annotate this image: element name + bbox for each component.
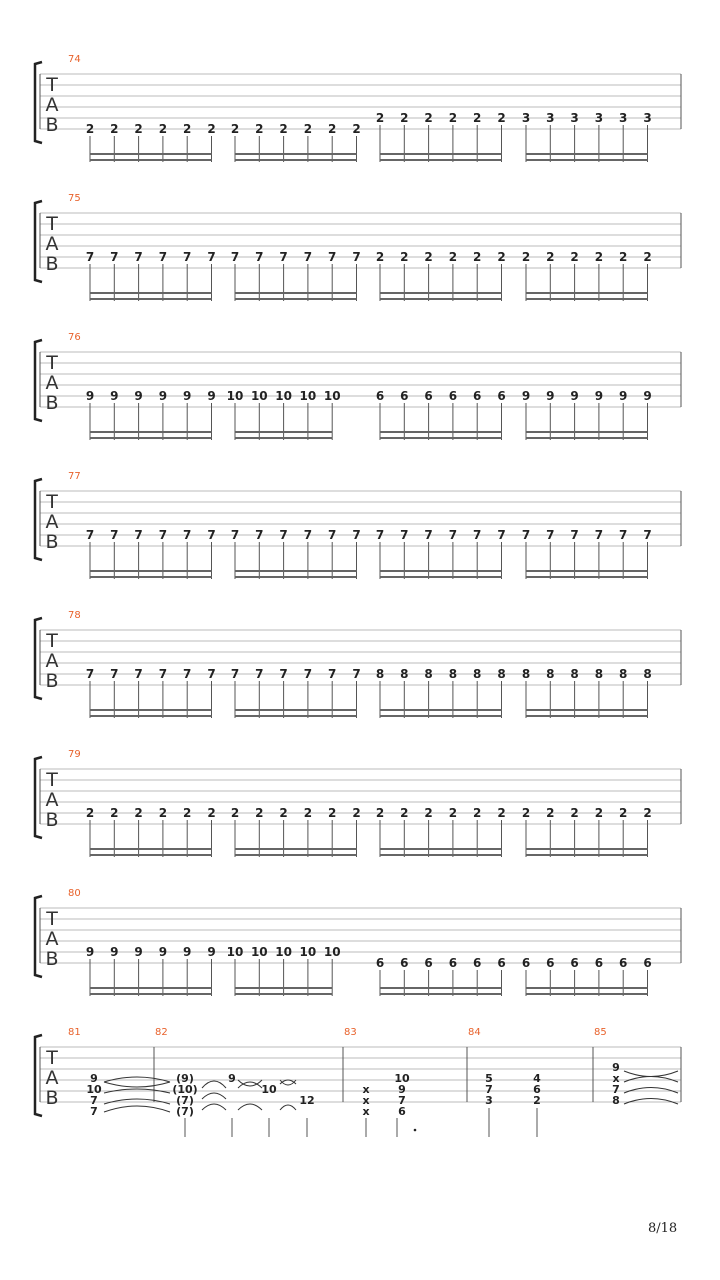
fret-number: 9	[110, 389, 119, 403]
dead-note: x	[362, 1083, 370, 1096]
tie-arc	[624, 1099, 678, 1105]
fret-number: 2	[473, 806, 482, 820]
fret-number: 9	[90, 1072, 98, 1085]
slur-arc	[202, 1093, 226, 1099]
fret-number: 7	[594, 528, 604, 542]
tab-clef-letter: T	[46, 74, 58, 96]
tab-clef-letter: T	[46, 213, 58, 235]
fret-number: 2	[400, 250, 409, 264]
fret-number: 3	[594, 111, 604, 125]
fret-number: (9)	[176, 1072, 194, 1085]
fret-number: 7	[352, 667, 361, 681]
fret-number: 2	[570, 250, 579, 264]
fret-number: 7	[619, 528, 628, 542]
fret-number: 4	[533, 1072, 541, 1085]
fret-number: 2	[533, 1094, 541, 1107]
fret-number: 7	[398, 1094, 406, 1107]
measure-number: 80	[68, 888, 81, 899]
fret-number: 2	[546, 250, 555, 264]
fret-number: 7	[521, 528, 531, 542]
fret-number: 7	[85, 667, 95, 681]
dead-note: x	[362, 1105, 370, 1118]
tab-clef-letter: A	[45, 94, 59, 116]
fret-number: 10	[299, 389, 317, 403]
fret-number: 10	[299, 945, 317, 959]
fret-number: 9	[134, 389, 143, 403]
fret-number: 7	[255, 667, 264, 681]
fret-number: 6	[400, 389, 409, 403]
fret-number: 10	[250, 389, 268, 403]
fret-number: 7	[255, 250, 264, 264]
tie-arc	[104, 1082, 170, 1087]
fret-number: 9	[546, 389, 555, 403]
tab-clef-letter: B	[45, 948, 59, 970]
fret-number: 10	[250, 945, 268, 959]
fret-number: 2	[352, 122, 361, 136]
fret-number: 2	[328, 806, 337, 820]
fret-number: 9	[134, 945, 143, 959]
measure-number: 81	[68, 1027, 81, 1038]
fret-number: 6	[473, 956, 482, 970]
fret-number: 7	[207, 250, 216, 264]
fret-number: 6	[375, 956, 385, 970]
tab-system-80	[35, 888, 681, 996]
fret-number: 2	[424, 806, 433, 820]
fret-number: 9	[398, 1083, 406, 1096]
fret-number: 7	[255, 528, 264, 542]
page-number: 8/18	[648, 1221, 678, 1236]
fret-number: 2	[85, 122, 95, 136]
tab-clef-letter: A	[45, 511, 59, 533]
fret-number: 7	[352, 528, 361, 542]
fret-number: 2	[110, 806, 119, 820]
fret-number: 7	[448, 528, 458, 542]
fret-number: 6	[497, 389, 506, 403]
tab-clef-letter: B	[45, 531, 59, 553]
fret-number: 2	[255, 806, 264, 820]
tab-clef-letter: B	[45, 809, 59, 831]
fret-number: 7	[134, 250, 143, 264]
dead-note: x	[362, 1094, 370, 1107]
fret-number: 8	[594, 667, 604, 681]
fret-number: 7	[546, 528, 555, 542]
fret-number: 2	[230, 806, 240, 820]
fret-number: 2	[303, 122, 313, 136]
measure-number: 74	[68, 54, 81, 65]
tab-system-frame	[35, 1035, 681, 1116]
tab-system-79	[35, 749, 681, 857]
measure-number: 78	[68, 610, 81, 621]
fret-number: 2	[279, 806, 288, 820]
fret-number: (7)	[176, 1094, 194, 1107]
fret-number: 7	[158, 528, 168, 542]
fret-number: 10	[86, 1083, 102, 1096]
fret-number: 7	[110, 528, 119, 542]
fret-number: 7	[183, 250, 192, 264]
fret-number: 8	[424, 667, 433, 681]
fret-number: 2	[400, 111, 409, 125]
fret-number: 2	[207, 122, 216, 136]
measure-number: 79	[68, 749, 81, 760]
fret-number: 8	[497, 667, 506, 681]
fret-number: 2	[85, 806, 95, 820]
fret-number: 2	[158, 806, 168, 820]
fret-number: 3	[570, 111, 579, 125]
slur-arc	[202, 1104, 226, 1110]
measure-number: 85	[594, 1027, 607, 1038]
fret-number: 2	[328, 122, 337, 136]
fret-number: 7	[279, 667, 288, 681]
measure-number: 83	[344, 1027, 357, 1038]
fret-number: 7	[279, 250, 288, 264]
fret-number: 7	[183, 667, 192, 681]
tab-clef-letter: A	[45, 928, 59, 950]
fret-number: 10	[275, 389, 292, 403]
fret-number: 12	[299, 1094, 315, 1107]
fret-number: 2	[594, 806, 604, 820]
fret-number: 8	[570, 667, 579, 681]
fret-number: 6	[448, 956, 458, 970]
tab-clef-letter: B	[45, 670, 59, 692]
fret-number: 2	[424, 250, 433, 264]
slur-arc	[238, 1104, 262, 1110]
fret-number: 7	[134, 528, 143, 542]
fret-number: 7	[230, 250, 240, 264]
fret-number: 6	[594, 956, 604, 970]
fret-number: 6	[497, 956, 506, 970]
fret-number: 2	[497, 250, 506, 264]
tab-clef-letter: T	[46, 769, 58, 791]
fret-number: 2	[497, 806, 506, 820]
fret-number: 3	[643, 111, 652, 125]
fret-number: 7	[328, 528, 337, 542]
fret-number: 2	[448, 111, 458, 125]
fret-number: 2	[448, 806, 458, 820]
fret-number: 9	[643, 389, 652, 403]
fret-number: 9	[570, 389, 579, 403]
fret-number: 2	[546, 806, 555, 820]
tab-clef-letter: T	[46, 491, 58, 513]
tab-system-76	[35, 332, 681, 440]
fret-number: 7	[303, 250, 313, 264]
fret-number: 7	[134, 667, 143, 681]
fret-number: 3	[485, 1094, 493, 1107]
fret-number: 7	[110, 667, 119, 681]
fret-number: 6	[424, 389, 433, 403]
measure-number: 75	[68, 193, 81, 204]
fret-number: 2	[619, 806, 628, 820]
measure-number: 76	[68, 332, 81, 343]
fret-number: 10	[394, 1072, 410, 1085]
fret-number: 2	[207, 806, 216, 820]
fret-number: 6	[448, 389, 458, 403]
fret-number: 7	[485, 1083, 493, 1096]
fret-number: 8	[400, 667, 409, 681]
fret-number: 9	[158, 945, 168, 959]
fret-number: 9	[85, 945, 95, 959]
tab-systems	[35, 54, 681, 996]
fret-number: 7	[328, 667, 337, 681]
fret-number: 9	[183, 389, 192, 403]
fret-number: 2	[255, 122, 264, 136]
fret-number: 2	[473, 250, 482, 264]
tab-clef-letter: B	[45, 253, 59, 275]
fret-number: 2	[134, 806, 143, 820]
fret-number: 9	[207, 389, 216, 403]
fret-number: 7	[230, 528, 240, 542]
tab-system-75	[35, 193, 681, 301]
tie-arc	[104, 1106, 170, 1112]
fret-number: 2	[158, 122, 168, 136]
tab-system-74	[35, 54, 681, 162]
fret-number: 9	[228, 1072, 236, 1085]
fret-number: 2	[400, 806, 409, 820]
tab-clef-letter: T	[46, 908, 58, 930]
tab-system-78	[35, 610, 681, 718]
tab-clef-letter: A	[45, 650, 59, 672]
tab-clef-letter: T	[46, 1047, 58, 1069]
fret-number: 6	[546, 956, 555, 970]
fret-number: 6	[473, 389, 482, 403]
fret-number: 9	[612, 1061, 620, 1074]
fret-number: 3	[521, 111, 531, 125]
tab-clef-letter: A	[45, 789, 59, 811]
fret-number: 9	[619, 389, 628, 403]
tab-system-81-85	[35, 1027, 681, 1137]
fret-number: 2	[230, 122, 240, 136]
tab-clef-letter: T	[46, 630, 58, 652]
tab-clef-letter: B	[45, 114, 59, 136]
fret-number: 7	[303, 528, 313, 542]
fret-number: 7	[375, 528, 385, 542]
fret-number: 2	[424, 111, 433, 125]
fret-number: 5	[485, 1072, 493, 1085]
fret-number: 10	[323, 945, 341, 959]
tab-clef-letter: A	[45, 233, 59, 255]
fret-number: 6	[424, 956, 433, 970]
fret-number: 9	[183, 945, 192, 959]
fret-number: 7	[85, 528, 95, 542]
fret-number: 6	[643, 956, 652, 970]
fret-number: 9	[110, 945, 119, 959]
fret-number: 10	[275, 945, 292, 959]
tab-clef-letter: B	[45, 1087, 59, 1109]
fret-number: 2	[643, 806, 652, 820]
fret-number: 9	[158, 389, 168, 403]
fret-number: 10	[226, 389, 244, 403]
tab-clef-letter: T	[46, 352, 58, 374]
fret-number: 6	[570, 956, 579, 970]
fret-number: 6	[398, 1105, 406, 1118]
fret-number: 2	[619, 250, 628, 264]
dead-note: x	[612, 1072, 620, 1085]
fret-number: 8	[473, 667, 482, 681]
slur-arc	[280, 1080, 296, 1085]
fret-number: 3	[546, 111, 555, 125]
tie-arc	[624, 1088, 678, 1094]
fret-number: 7	[110, 250, 119, 264]
fret-number: 8	[619, 667, 628, 681]
fret-number: 8	[448, 667, 458, 681]
fret-number: 2	[375, 250, 385, 264]
fret-number: 6	[375, 389, 385, 403]
fret-number: 7	[328, 250, 337, 264]
fret-number: 10	[226, 945, 244, 959]
fret-number: 7	[400, 528, 409, 542]
fret-number: 7	[570, 528, 579, 542]
fret-number: 7	[230, 667, 240, 681]
fret-number: (10)	[172, 1083, 198, 1096]
fret-number: 7	[85, 250, 95, 264]
fret-number: 7	[279, 528, 288, 542]
fret-number: 2	[497, 111, 506, 125]
fret-number: 2	[303, 806, 313, 820]
fret-number: 7	[352, 250, 361, 264]
fret-number: 7	[183, 528, 192, 542]
fret-number: 10	[323, 389, 341, 403]
tie-arc	[624, 1077, 678, 1083]
fret-number: 8	[612, 1094, 620, 1107]
fret-number: 8	[643, 667, 652, 681]
fret-number: 7	[497, 528, 506, 542]
fret-number: 2	[279, 122, 288, 136]
fret-number: 9	[521, 389, 531, 403]
tab-clef-letter: A	[45, 372, 59, 394]
fret-number: 6	[619, 956, 628, 970]
fret-number: 7	[90, 1094, 98, 1107]
fret-number: 7	[90, 1105, 98, 1118]
fret-number: 7	[424, 528, 433, 542]
fret-number: 8	[546, 667, 555, 681]
fret-number: 2	[521, 250, 531, 264]
fret-number: 7	[207, 667, 216, 681]
measure-number: 84	[468, 1027, 481, 1038]
fret-number: 7	[158, 250, 168, 264]
fret-number: 7	[643, 528, 652, 542]
tab-clef-letter: A	[45, 1067, 59, 1089]
slur-arc	[202, 1081, 226, 1088]
fret-number: 9	[85, 389, 95, 403]
fret-number: 8	[375, 667, 385, 681]
fret-number: 7	[612, 1083, 620, 1096]
fret-number: 6	[521, 956, 531, 970]
fret-number: 7	[158, 667, 168, 681]
fret-number: 2	[183, 806, 192, 820]
fret-number: 2	[473, 111, 482, 125]
tab-system-77	[35, 471, 681, 579]
fret-number: 2	[110, 122, 119, 136]
fret-number: 2	[570, 806, 579, 820]
slur-arc	[280, 1105, 296, 1110]
tie-arc	[624, 1071, 678, 1077]
fret-number: 3	[619, 111, 628, 125]
fret-number: 6	[533, 1083, 541, 1096]
fret-number: 7	[473, 528, 482, 542]
fret-number: (7)	[176, 1105, 194, 1118]
fret-number: 9	[594, 389, 604, 403]
measure-number: 82	[155, 1027, 168, 1038]
fret-number: 2	[594, 250, 604, 264]
measure-number: 77	[68, 471, 81, 482]
fret-number: 2	[643, 250, 652, 264]
tab-clef-letter: B	[45, 392, 59, 414]
fret-number: 2	[375, 111, 385, 125]
fret-number: 10	[261, 1083, 277, 1096]
fret-number: 2	[521, 806, 531, 820]
fret-number: 2	[183, 122, 192, 136]
dotted-note	[414, 1129, 417, 1132]
fret-number: 6	[400, 956, 409, 970]
fret-number: 2	[134, 122, 143, 136]
fret-number: 2	[448, 250, 458, 264]
fret-number: 2	[375, 806, 385, 820]
fret-number: 8	[521, 667, 531, 681]
fret-number: 9	[207, 945, 216, 959]
fret-number: 7	[303, 667, 313, 681]
fret-number: 2	[352, 806, 361, 820]
fret-number: 7	[207, 528, 216, 542]
